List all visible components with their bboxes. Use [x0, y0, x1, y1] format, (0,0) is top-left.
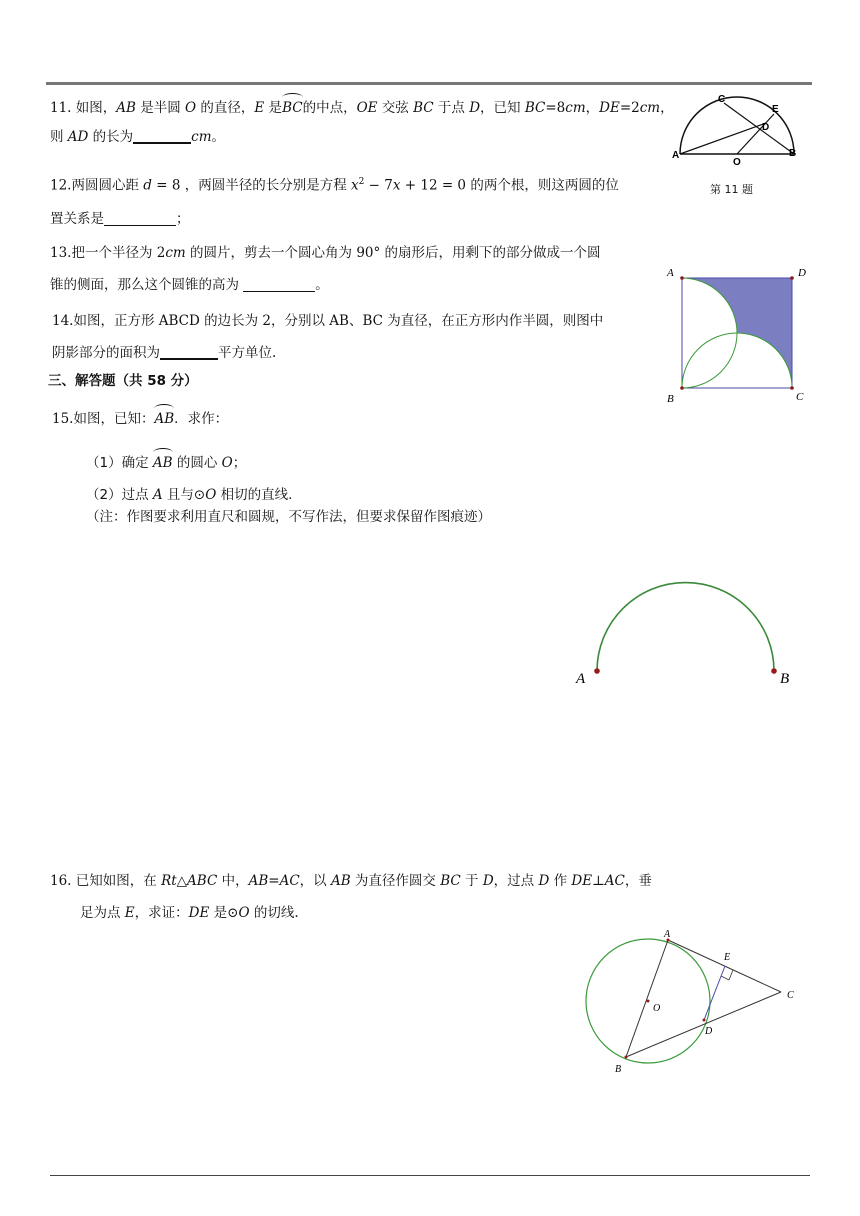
q12-sup: 2 — [358, 177, 365, 187]
q16-label-o: O — [653, 1003, 661, 1014]
q11-text: 则 — [50, 129, 68, 145]
q16-line1 — [50, 871, 652, 891]
q16-point-d — [703, 1019, 706, 1022]
q16-var: DE⊥AC — [571, 873, 625, 889]
q16-text: 是⊙ — [209, 905, 239, 921]
q13-text: 13.把一个半径为 2 — [50, 245, 166, 261]
q11-text: =2 — [619, 100, 640, 116]
q14-text: 阴影部分的面积为 — [52, 345, 160, 361]
q15-item2 — [86, 485, 292, 505]
q12-text: ； — [176, 211, 190, 227]
q13-line1 — [50, 243, 601, 263]
q14-figure — [662, 264, 812, 409]
q11-label-b: B — [789, 148, 797, 159]
q12-text: = 8 ，两圆半径的长分别是方程 — [151, 177, 351, 194]
q14-label-d: D — [798, 267, 806, 279]
q16-var: Rt△ABC — [161, 873, 218, 889]
bottom-rule — [50, 1175, 810, 1176]
q14-point-d — [790, 276, 794, 280]
q15-item1 — [86, 453, 246, 473]
q16-text: 的切线. — [249, 905, 299, 921]
q11-text: ， — [660, 100, 674, 116]
q11-text: ， — [585, 100, 600, 116]
q16-var: E — [124, 905, 135, 921]
q16-var: D — [538, 873, 550, 889]
q11-label-c: C — [718, 94, 726, 105]
q11-caption: 第 11 题 — [710, 183, 753, 196]
q15-text: 且与⊙ — [162, 487, 206, 503]
q16-text: ，垂 — [624, 873, 652, 889]
q13-text: 。 — [315, 277, 329, 293]
q16-label-a: A — [664, 929, 671, 940]
q11-figure — [672, 94, 822, 174]
q14-label-b: B — [667, 393, 674, 405]
q15-arc-ab: AB — [154, 411, 175, 427]
q15-line1 — [52, 409, 228, 429]
q14-answer-blank[interactable] — [160, 344, 218, 360]
q15-var: O — [205, 487, 217, 503]
q11-segment-ad — [680, 123, 766, 154]
q15-text: （1）确定 — [86, 455, 153, 471]
q12-var: x — [351, 177, 359, 194]
q11-label-a: A — [672, 150, 680, 161]
q15-text: ．求作： — [174, 411, 229, 427]
q12-text: 12.两圆圆心距 — [50, 177, 144, 194]
q11-arc-bc: BC — [282, 100, 303, 116]
q16-point-o — [647, 1000, 650, 1003]
q16-segment-ab — [626, 940, 668, 1057]
q11-text: 的直径， — [196, 100, 255, 116]
q13-answer-blank[interactable] — [243, 277, 315, 292]
q15-label-b: B — [780, 671, 790, 687]
q11-label-o: O — [733, 157, 741, 168]
q16-var: BC — [440, 873, 461, 889]
q12-text: + 12 = 0 的两个根，则这两圆的位 — [400, 177, 619, 194]
q11-chord-bc — [724, 103, 794, 154]
q11-var: BC — [524, 100, 546, 116]
q16-text: ，以 — [299, 873, 331, 889]
q11-text: 交弦 — [377, 100, 414, 116]
q12-line2 — [50, 209, 190, 229]
q11-var: E — [254, 100, 265, 116]
q14-point-c — [790, 386, 794, 390]
q15-text: 相切的直线. — [216, 487, 293, 503]
q16-var: O — [238, 905, 250, 921]
q16-var: D — [482, 873, 494, 889]
q15-arc-ab: AB — [152, 455, 173, 471]
q11-line2 — [50, 127, 225, 147]
q15-text: （2）过点 — [86, 487, 153, 503]
q11-text: 11. 如图， — [50, 100, 117, 116]
q16-text: 为直径作圆交 — [350, 873, 441, 889]
q11-unit: cm — [191, 129, 212, 145]
q11-unit: cm — [639, 100, 661, 116]
q16-var: AB — [330, 873, 351, 889]
q11-var: D — [469, 100, 481, 116]
q16-label-e: E — [724, 952, 731, 963]
q11-unit: cm — [565, 100, 586, 116]
q16-label-d: D — [705, 1026, 713, 1037]
q12-text: 置关系是 — [50, 211, 104, 227]
q11-text: 是 — [264, 100, 283, 116]
q11-var: OE — [356, 100, 378, 116]
q13-text: 锥的侧面，那么这个圆锥的高为 — [50, 277, 244, 293]
q11-var: O — [185, 100, 197, 116]
q16-text: 中， — [217, 873, 249, 889]
q12-text: − 7 — [364, 177, 393, 194]
q11-label-d: D — [762, 122, 770, 133]
q16-point-b — [625, 1056, 628, 1059]
q13-unit: cm — [165, 245, 186, 261]
q14-label-c: C — [796, 391, 804, 403]
q15-arc-ab — [597, 583, 774, 671]
q12-var: d — [143, 177, 152, 194]
q14-text: 平方单位. — [218, 345, 277, 361]
q16-label-b: B — [615, 1064, 622, 1075]
q11-var: AD — [67, 129, 89, 145]
q15-text: ； — [232, 455, 247, 471]
section-3-heading: 三、解答题（共 58 分） — [48, 373, 198, 389]
q15-var: O — [221, 455, 233, 471]
q11-text: 。 — [211, 129, 226, 145]
q11-var: BC — [413, 100, 434, 116]
q11-text: =8 — [545, 100, 566, 116]
q12-line1 — [50, 172, 619, 196]
q14-line2 — [52, 343, 276, 363]
q14-point-a — [680, 276, 684, 280]
q12-var: x — [392, 177, 401, 194]
q13-text: 的圆片，剪去一个圆心角为 90° 的扇形后，用剩下的部分做成一个圆 — [185, 245, 601, 261]
q16-text: 16. 已知如图，在 — [50, 873, 162, 889]
top-rule — [46, 82, 812, 85]
q16-text: 于 — [460, 873, 483, 889]
q16-text: ，过点 — [493, 873, 539, 889]
q16-figure — [580, 926, 810, 1076]
q15-text: 的圆心 — [172, 455, 222, 471]
q16-line2 — [80, 903, 299, 923]
q15-note: （注：作图要求利用直尺和圆规，不写作法，但要求保留作图痕迹） — [86, 509, 491, 525]
q16-text: 作 — [549, 873, 572, 889]
q16-text: ，求证： — [134, 905, 189, 921]
q13-line2 — [50, 275, 329, 295]
q11-text: 的中点， — [302, 100, 357, 116]
q12-answer-blank[interactable] — [104, 211, 176, 226]
q14-line1: 14.如图，正方形 ABCD 的边长为 2，分别以 AB、BC 为直径，在正方形内作半圆，则图中 — [52, 313, 604, 329]
q11-label-e: E — [772, 104, 779, 115]
q15-point-b — [771, 668, 777, 674]
q15-figure — [570, 574, 810, 690]
q16-label-c: C — [787, 990, 794, 1001]
q14-label-a: A — [667, 267, 674, 279]
q11-text: 是半圆 — [135, 100, 186, 116]
q15-var: A — [152, 487, 163, 503]
q14-point-b — [680, 386, 684, 390]
q11-text: 的长为 — [88, 129, 134, 145]
q11-text: ，已知 — [480, 100, 525, 116]
q16-var: DE — [188, 905, 210, 921]
q16-segment-de — [704, 966, 725, 1020]
q11-text: 于点 — [433, 100, 470, 116]
q16-text: 足为点 — [80, 905, 125, 921]
q11-var: AB — [116, 100, 136, 116]
q15-label-a: A — [576, 671, 586, 687]
q11-segment-oe — [737, 114, 774, 154]
q11-line1 — [50, 98, 674, 118]
q15-point-a — [594, 668, 600, 674]
q15-text: 15.如图，已知： — [52, 411, 155, 427]
q11-var: DE — [599, 100, 620, 116]
q11-answer-blank[interactable] — [133, 128, 191, 144]
q16-var: AB=AC — [248, 873, 300, 889]
